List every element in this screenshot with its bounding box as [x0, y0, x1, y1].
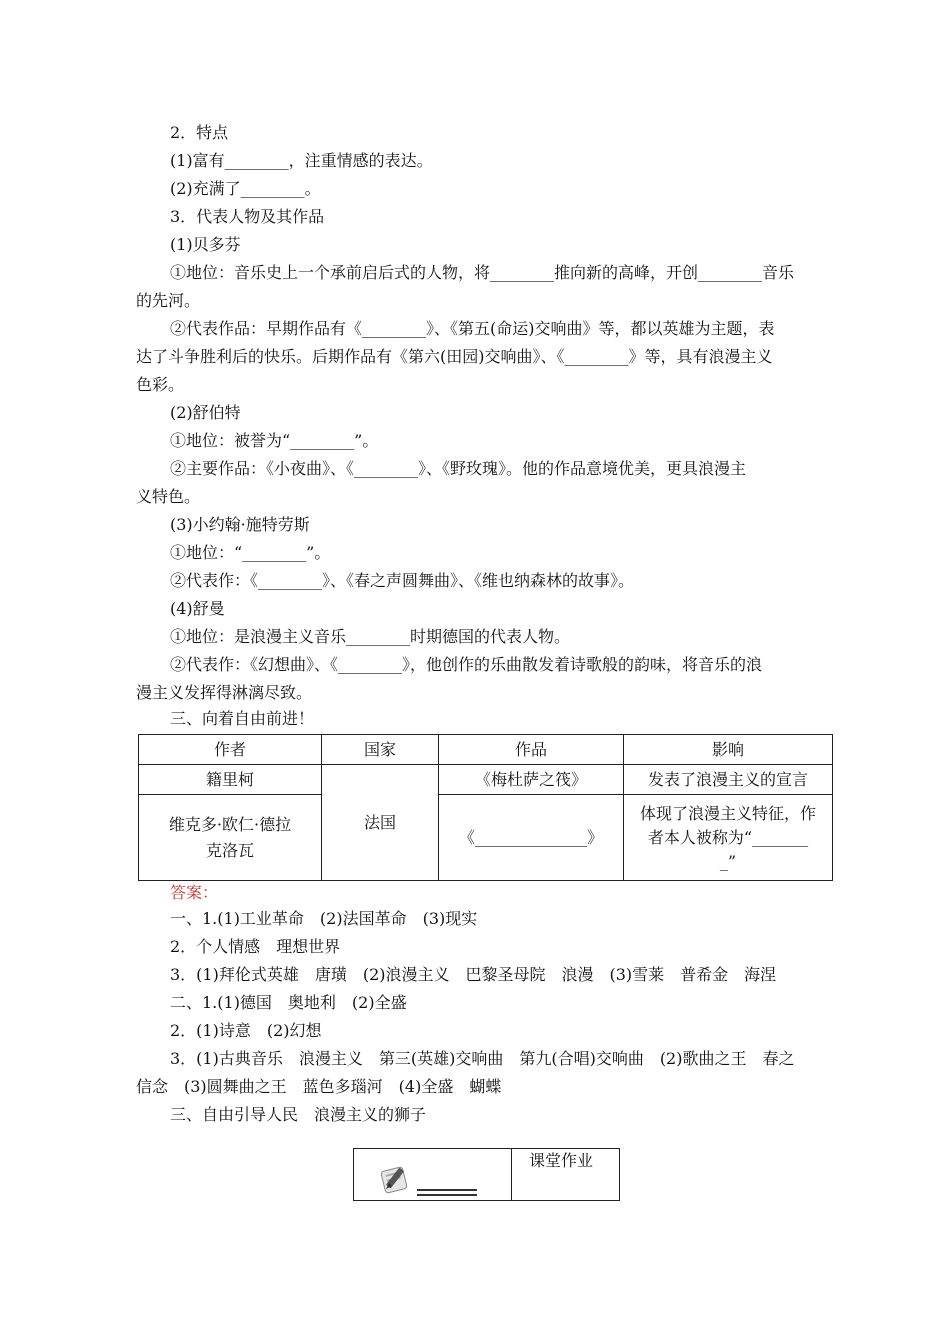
- text-line: ②代表作：《________》、《春之声圆舞曲》、《维也纳森林的故事》。: [170, 571, 635, 590]
- classwork-label: 课堂作业: [529, 1151, 594, 1170]
- text-line: 达了斗争胜利后的快乐。后期作品有《第六(田园)交响曲》、《________》等，具有浪漫主义: [136, 347, 773, 366]
- author-line: 维克多·欧仁·德拉: [168, 814, 292, 834]
- impact-line: 者本人被称为“_______: [647, 827, 809, 847]
- text-line: ②代表作：《幻想曲》、《________》，他创作的乐曲散发着诗歌般的韵味，将音乐的浪: [170, 655, 763, 674]
- text-line: ②主要作品：《小夜曲》、《________》、《野玫瑰》。他的作品意境优美，更具浪漫主: [170, 459, 747, 478]
- text-line: (4)舒曼: [170, 599, 225, 618]
- text-line: (3)小约翰·施特劳斯: [170, 515, 310, 534]
- answer-line: 3．(1)古典音乐 浪漫主义 第三(英雄)交响曲 第九(合唱)交响曲 (2)歌曲之王 春之: [170, 1049, 795, 1068]
- table-header-author: 作者: [139, 735, 322, 765]
- text-line: ①地位：“________”。: [170, 543, 331, 562]
- answer-line: 2．(1)诗意 (2)幻想: [170, 1021, 322, 1040]
- text-line: (1)贝多芬: [170, 235, 241, 254]
- text-line: ②代表作品：早期作品有《________》、《第五(命运)交响曲》等，都以英雄为主题，表: [170, 319, 775, 338]
- answer-line: 信念 (3)圆舞曲之王 蓝色多瑙河 (4)全盛 蝴蝶: [136, 1077, 502, 1096]
- table-cell-country: 法国: [322, 765, 439, 881]
- box-divider: [511, 1149, 512, 1200]
- text-line: (1)富有________，注重情感的表达。: [170, 151, 433, 170]
- table-cell-work: 《______________》: [439, 795, 624, 881]
- impact-line: 体现了浪漫主义特征，作: [639, 803, 816, 823]
- text-line: 漫主义发挥得淋漓尽致。: [136, 683, 313, 702]
- decor-bar: [417, 1194, 477, 1196]
- text-line: 3．代表人物及其作品: [170, 207, 325, 226]
- text-line: 2．特点: [170, 123, 229, 142]
- answer-line: 3．(1)拜伦式英雄 唐璜 (2)浪漫主义 巴黎圣母院 浪漫 (3)雪莱 普希金 海涅: [170, 965, 777, 984]
- text-line: ①地位：是浪漫主义音乐________时期德国的代表人物。: [170, 627, 571, 646]
- romanticism-art-table: [138, 734, 833, 881]
- table-header-country: 国家: [322, 735, 439, 765]
- text-line: 色彩。: [136, 375, 185, 394]
- decor-bar: [417, 1189, 477, 1191]
- text-line: 义特色。: [136, 487, 201, 506]
- pencil-notebook-icon: [380, 1163, 414, 1195]
- answer-line: 2．个人情感 理想世界: [170, 937, 341, 956]
- table-cell-author: 籍里柯: [139, 765, 322, 795]
- author-line: 克洛瓦: [205, 840, 254, 860]
- answer-line: 一、1.(1)工业革命 (2)法国革命 (3)现实: [170, 909, 478, 928]
- text-line: (2)舒伯特: [170, 403, 241, 422]
- table-cell-work: 《梅杜萨之筏》: [439, 765, 624, 795]
- table-header-impact: 影响: [624, 735, 833, 765]
- answer-line: 二、1.(1)德国 奥地利 (2)全盛: [170, 993, 407, 1012]
- text-line: ①地位：音乐史上一个承前启后式的人物，将________推向新的高峰，开创________音乐: [170, 263, 795, 282]
- answers-label: 答案：: [170, 883, 219, 902]
- classwork-box: [353, 1148, 620, 1201]
- text-line: (2)充满了________。: [170, 179, 321, 198]
- table-cell-impact: [624, 795, 833, 881]
- impact-line: _”: [719, 851, 737, 871]
- table-header-work: 作品: [439, 735, 624, 765]
- section-heading: 三、向着自由前进！: [170, 709, 315, 728]
- text-line: 的先河。: [136, 291, 201, 310]
- table-cell-impact: 发表了浪漫主义的宣言: [624, 765, 833, 795]
- table-cell-author: [139, 795, 322, 881]
- text-line: ①地位：被誉为“________”。: [170, 431, 379, 450]
- answer-line: 三、自由引导人民 浪漫主义的狮子: [170, 1105, 427, 1124]
